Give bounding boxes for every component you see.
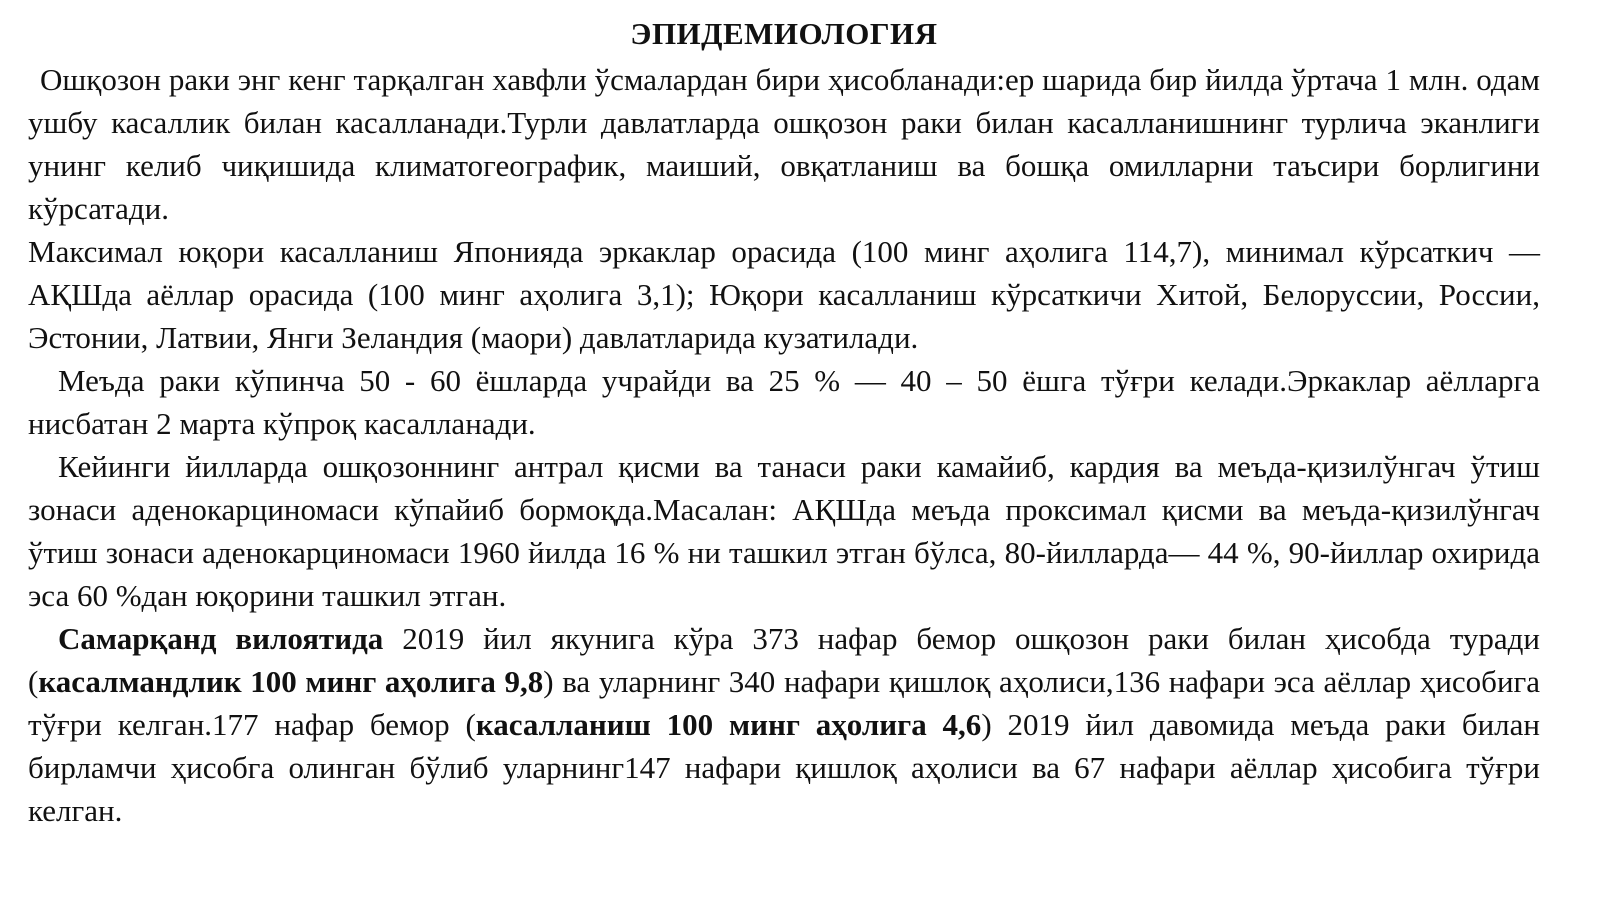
paragraph-incidence: Максимал юқори касалланиш Японияда эркаклар орасида (100 минг аҳолига 114,7), минимал кўрсаткич — АҚШда аёллар орасида (100 минг аҳолига 3,1); Юқори касалланиш кўрсаткичи Хитой, Белоруссии, России, Эстонии, Латвии, Янги Зеландия (маори) давлатларида кузатилади.	[28, 234, 1540, 355]
region-name: Самарқанд вилоятида	[58, 621, 384, 656]
document-title: ЭПИДЕМИОЛОГИЯ	[630, 16, 938, 51]
paragraph-age: Меъда раки кўпинча 50 - 60 ёшларда учрайди ва 25 % — 40 – 50 ёшга тўғри келади.Эркаклар аёлларга нисбатан 2 марта кўпроқ касалланади.	[28, 363, 1540, 441]
samarkand-text-2: ) ва уларнинг 340 нафари қишлоқ аҳолиси,136 нафари эса аёллар ҳисобига тўғри келган.177 нафар бемор (	[28, 664, 1541, 742]
prevalence-rate: касалмандлик 100 минг аҳолига 9,8	[38, 664, 544, 699]
incidence-rate: касалланиш 100 минг аҳолига 4,6	[475, 707, 982, 742]
paragraph-intro: Ошқозон раки энг кенг тарқалган хавфли ўсмалардан бири ҳисобланади:ер шарида бир йилда ўртача 1 млн. одам ушбу касаллик билан касалланади.Турли давлатларда ошқозон раки билан касалланишнинг турлича эканлиги унинг келиб чиқишида климатогеографик, маиший, овқатланиш ва бошқа омилларни таъсири борлигини кўрсатади.	[28, 62, 1540, 226]
paragraph-trends: Кейинги йилларда ошқозоннинг антрал қисми ва танаси раки камайиб, кардия ва меъда-қизилўнгач ўтиш зонаси аденокарциномаси кўпайиб бормоқда.Масалан: АҚШда меъда проксимал қисми ва меъда-қизилўнгач ўтиш зонаси аденокарциномаси 1960 йилда 16 % ни ташкил этган бўлса, 80-йилларда— 44 %, 90-йиллар охирида эса 60 %дан юқорини ташкил этган.	[28, 449, 1540, 613]
samarkand-text-3: ) 2019 йил давомида меъда раки билан бирламчи ҳисобга олинган бўлиб уларнинг147 нафари қишлоқ аҳолиси ва 67 нафари аёллар ҳисобига тўғри келган.	[28, 707, 1541, 828]
paragraph-samarkand	[28, 617, 1540, 832]
samarkand-text-1: 2019 йил якунига кўра 373 нафар бемор ошқозон раки билан ҳисобда туради (	[28, 621, 1540, 699]
document-page	[28, 14, 1540, 832]
